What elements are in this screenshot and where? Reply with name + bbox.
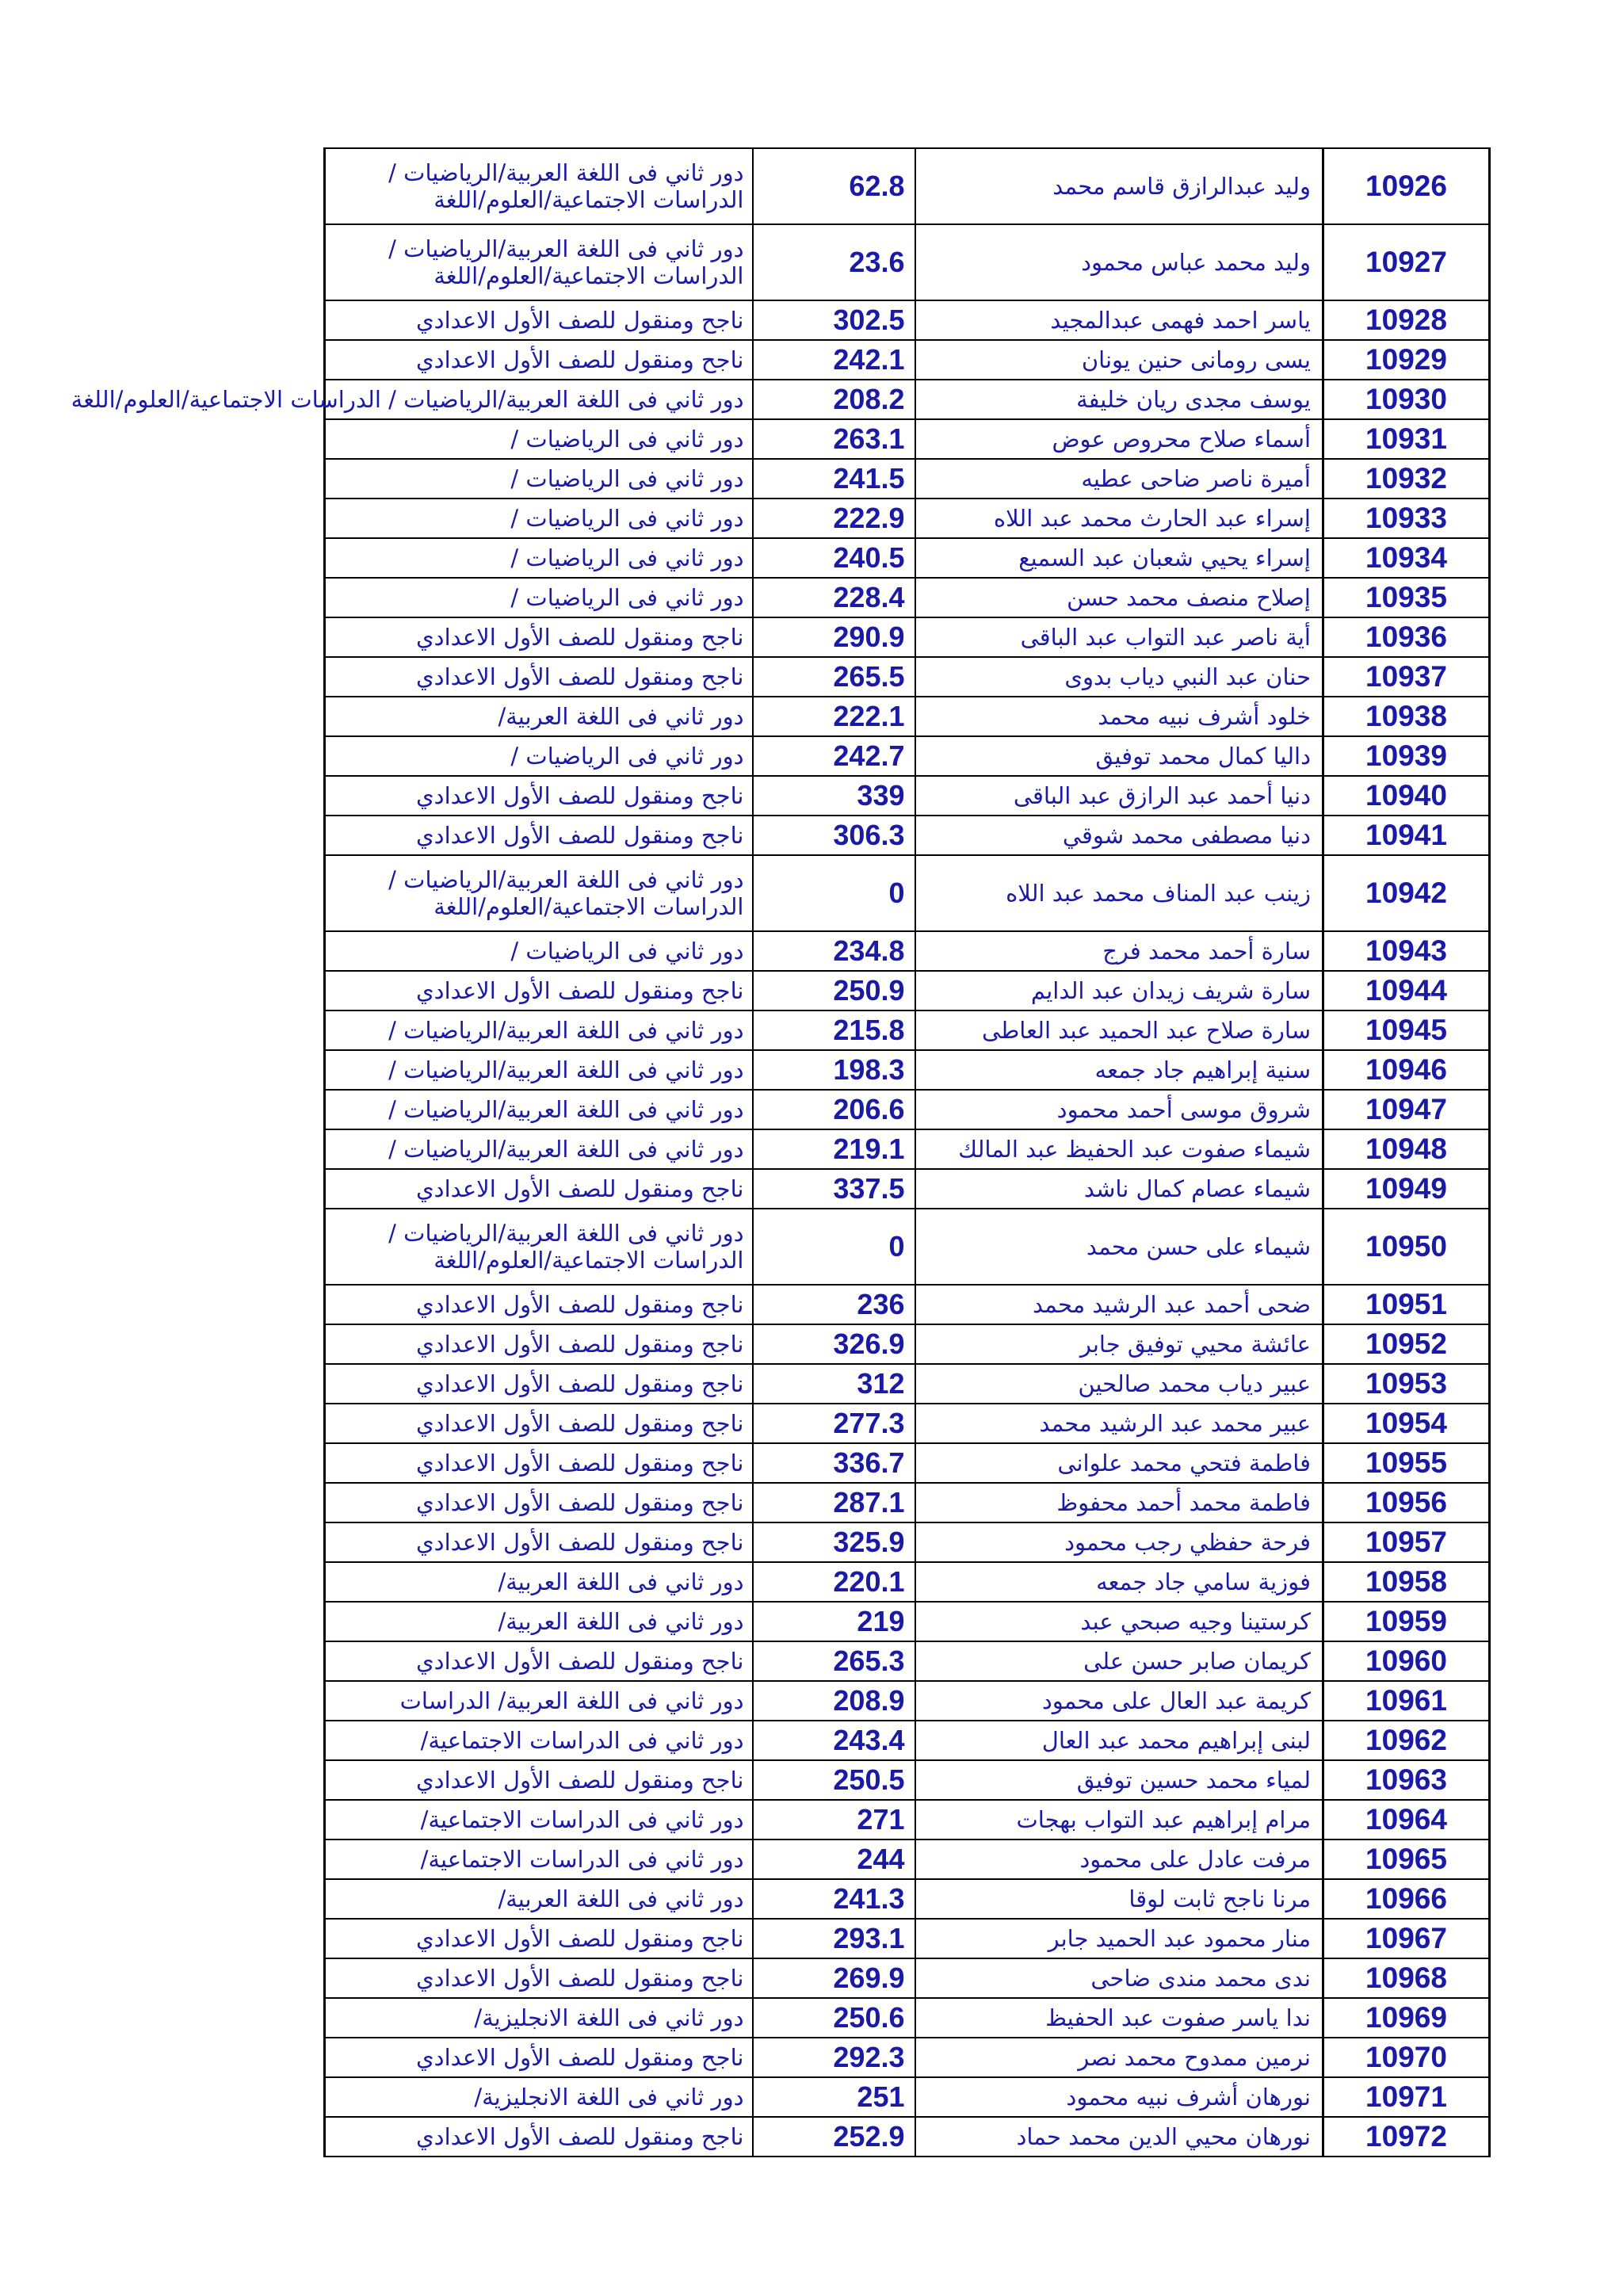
score-cell: 250.9: [753, 971, 915, 1010]
table-row: [325, 1404, 1490, 1443]
score-cell: 234.8: [753, 931, 915, 971]
seat-number-cell: 10966: [1323, 1879, 1490, 1919]
student-name-cell: سنية إبراهيم جاد جمعه: [915, 1050, 1323, 1090]
student-name-cell: حنان عبد النبي دياب بدوى: [915, 657, 1323, 697]
seat-number-cell: 10936: [1323, 617, 1490, 657]
seat-number-cell: 10947: [1323, 1090, 1490, 1129]
score-cell: 222.1: [753, 697, 915, 736]
table-row: [325, 1602, 1490, 1641]
status-cell: [325, 1050, 753, 1090]
seat-number-cell: 10934: [1323, 538, 1490, 578]
table-row: [325, 1760, 1490, 1800]
student-name-cell: ضحى أحمد عبد الرشيد محمد: [915, 1285, 1323, 1324]
score-cell: 271: [753, 1800, 915, 1839]
table-row: [325, 1681, 1490, 1721]
seat-number-cell: 10941: [1323, 816, 1490, 855]
table-row: [325, 776, 1490, 816]
status-cell: [325, 1169, 753, 1209]
seat-number-cell: 10959: [1323, 1602, 1490, 1641]
score-cell: 269.9: [753, 1958, 915, 1998]
seat-number-cell: 10971: [1323, 2077, 1490, 2117]
seat-number-cell: 10926: [1323, 148, 1490, 224]
student-name-cell: إسراء يحيي شعبان عبد السميع: [915, 538, 1323, 578]
seat-number-cell: 10972: [1323, 2117, 1490, 2157]
status-text: ناجح ومنقول للصف الأول الاعدادي: [415, 822, 744, 849]
seat-number-cell: 10927: [1323, 224, 1490, 300]
student-name-cell: منار محمود عبد الحميد جابر: [915, 1919, 1323, 1958]
score-cell: 250.5: [753, 1760, 915, 1800]
student-name-cell: ندا ياسر صفوت عبد الحفيظ: [915, 1998, 1323, 2038]
student-name-cell: أسماء صلاح محروص عوض: [915, 419, 1323, 459]
status-cell: [325, 736, 753, 776]
status-text: ناجح ومنقول للصف الأول الاعدادي: [415, 1767, 744, 1794]
student-name-cell: كريمة عبد العال على محمود: [915, 1681, 1323, 1721]
table-row: [325, 459, 1490, 499]
seat-number-cell: 10937: [1323, 657, 1490, 697]
status-text: دور ثاني فى الدراسات الاجتماعية/: [420, 1727, 744, 1754]
seat-number-cell: 10960: [1323, 1641, 1490, 1681]
status-text: ناجح ومنقول للصف الأول الاعدادي: [415, 1370, 744, 1397]
student-name-cell: يوسف مجدى ريان خليفة: [915, 380, 1323, 419]
student-name-cell: فاطمة محمد أحمد محفوظ: [915, 1483, 1323, 1522]
student-name-cell: أية ناصر عبد التواب عبد الباقى: [915, 617, 1323, 657]
status-text: دور ثاني فى اللغة العربية/: [498, 1885, 744, 1912]
status-cell: [325, 1010, 753, 1050]
score-cell: 198.3: [753, 1050, 915, 1090]
status-text: دور ثاني فى اللغة العربية/ الدراسات: [399, 1687, 744, 1714]
status-text: دور ثاني فى اللغة العربية/الرياضيات /: [388, 1096, 744, 1123]
student-name-cell: إسراء عبد الحارث محمد عبد اللاه: [915, 499, 1323, 538]
score-cell: 206.6: [753, 1090, 915, 1129]
student-name-cell: زينب عبد المناف محمد عبد اللاه: [915, 855, 1323, 931]
student-name-cell: عبير محمد عبد الرشيد محمد: [915, 1404, 1323, 1443]
score-cell: 337.5: [753, 1169, 915, 1209]
seat-number-cell: 10945: [1323, 1010, 1490, 1050]
table-row: [325, 1998, 1490, 2038]
status-cell: [325, 971, 753, 1010]
status-text: ناجح ومنقول للصف الأول الاعدادي: [415, 1965, 744, 1992]
status-cell: [325, 1721, 753, 1760]
status-cell: [325, 697, 753, 736]
status-cell: [325, 499, 753, 538]
status-cell: [325, 1364, 753, 1404]
score-cell: 0: [753, 855, 915, 931]
table-row: [325, 419, 1490, 459]
table-row: [325, 1641, 1490, 1681]
status-text: ناجح ومنقول للصف الأول الاعدادي: [415, 1489, 744, 1516]
student-name-cell: نرمين ممدوح محمد نصر: [915, 2038, 1323, 2077]
status-cell: [325, 1760, 753, 1800]
table-row: [325, 1721, 1490, 1760]
status-text: ناجح ومنقول للصف الأول الاعدادي: [415, 782, 744, 809]
table-row: [325, 1129, 1490, 1169]
score-cell: 0: [753, 1209, 915, 1285]
seat-number-cell: 10932: [1323, 459, 1490, 499]
seat-number-cell: 10962: [1323, 1721, 1490, 1760]
table-row: [325, 1324, 1490, 1364]
student-name-cell: كريمان صابر حسن على: [915, 1641, 1323, 1681]
seat-number-cell: 10956: [1323, 1483, 1490, 1522]
score-cell: 228.4: [753, 578, 915, 617]
table-row: [325, 1209, 1490, 1285]
score-cell: 208.9: [753, 1681, 915, 1721]
table-row: [325, 2117, 1490, 2157]
status-text: دور ثاني فى اللغة الانجليزية/: [474, 2084, 744, 2111]
score-cell: 251: [753, 2077, 915, 2117]
table-row: [325, 931, 1490, 971]
status-text: دور ثاني فى الدراسات الاجتماعية/: [420, 1846, 744, 1873]
seat-number-cell: 10957: [1323, 1522, 1490, 1562]
table-row: [325, 1562, 1490, 1602]
status-text: دور ثاني فى اللغة العربية/: [498, 703, 744, 730]
seat-number-cell: 10950: [1323, 1209, 1490, 1285]
seat-number-cell: 10970: [1323, 2038, 1490, 2077]
student-name-cell: دنيا مصطفى محمد شوقي: [915, 816, 1323, 855]
table-row: [325, 1958, 1490, 1998]
table-row: [325, 617, 1490, 657]
status-cell: [325, 2038, 753, 2077]
seat-number-cell: 10939: [1323, 736, 1490, 776]
status-cell: [325, 1958, 753, 1998]
table-row: [325, 1169, 1490, 1209]
table-row: [325, 1522, 1490, 1562]
seat-number-cell: 10949: [1323, 1169, 1490, 1209]
status-cell: [325, 1090, 753, 1129]
seat-number-cell: 10952: [1323, 1324, 1490, 1364]
results-table: [71, 147, 1491, 2157]
status-cell: [325, 2077, 753, 2117]
student-name-cell: شيماء صفوت عبد الحفيظ عبد المالك: [915, 1129, 1323, 1169]
status-text: ناجح ومنقول للصف الأول الاعدادي: [415, 977, 744, 1004]
seat-number-cell: 10930: [1323, 380, 1490, 419]
status-text: ناجح ومنقول للصف الأول الاعدادي: [415, 1175, 744, 1202]
status-cell: [325, 1285, 753, 1324]
status-text: دور ثاني فى الرياضيات /: [510, 743, 744, 770]
student-name-cell: سارة صلاح عبد الحميد عبد العاطى: [915, 1010, 1323, 1050]
student-name-cell: شيماء على حسن محمد: [915, 1209, 1323, 1285]
table-row: [325, 1800, 1490, 1839]
score-cell: 242.7: [753, 736, 915, 776]
status-cell: [325, 1209, 753, 1285]
status-cell: [325, 1522, 753, 1562]
seat-number-cell: 10946: [1323, 1050, 1490, 1090]
status-cell: [325, 1602, 753, 1641]
status-text: ناجح ومنقول للصف الأول الاعدادي: [415, 1925, 744, 1952]
score-cell: 243.4: [753, 1721, 915, 1760]
status-cell: [325, 1800, 753, 1839]
student-name-cell: سارة أحمد محمد فرج: [915, 931, 1323, 971]
table-row: [325, 1443, 1490, 1483]
status-cell: [325, 1879, 753, 1919]
table-row: [325, 148, 1490, 224]
seat-number-cell: 10953: [1323, 1364, 1490, 1404]
table-row: [325, 1879, 1490, 1919]
seat-number-cell: 10954: [1323, 1404, 1490, 1443]
status-cell: [71, 380, 753, 419]
status-text: دور ثاني فى الرياضيات /: [510, 465, 744, 492]
status-text: دور ثاني فى اللغة العربية/الرياضيات / الدراسات الاجتماعية/العلوم/اللغة: [388, 235, 744, 289]
table-row: [325, 380, 1490, 419]
score-cell: 240.5: [753, 538, 915, 578]
status-cell: [325, 931, 753, 971]
status-text: دور ثاني فى اللغة العربية/الرياضيات / الدراسات الاجتماعية/العلوم/اللغة: [71, 386, 744, 413]
table-row: [325, 971, 1490, 1010]
seat-number-cell: 10951: [1323, 1285, 1490, 1324]
student-name-cell: نورهان أشرف نبيه محمود: [915, 2077, 1323, 2117]
score-cell: 208.2: [753, 380, 915, 419]
table-row: [325, 697, 1490, 736]
score-cell: 290.9: [753, 617, 915, 657]
status-text: دور ثاني فى اللغة العربية/الرياضيات /: [388, 1136, 744, 1163]
status-text: ناجح ومنقول للصف الأول الاعدادي: [415, 1410, 744, 1437]
score-cell: 265.3: [753, 1641, 915, 1681]
score-cell: 312: [753, 1364, 915, 1404]
score-cell: 302.5: [753, 300, 915, 340]
seat-number-cell: 10944: [1323, 971, 1490, 1010]
student-name-cell: إصلاح منصف محمد حسن: [915, 578, 1323, 617]
score-cell: 220.1: [753, 1562, 915, 1602]
student-name-cell: وليد محمد عباس محمود: [915, 224, 1323, 300]
seat-number-cell: 10955: [1323, 1443, 1490, 1483]
seat-number-cell: 10931: [1323, 419, 1490, 459]
student-name-cell: سارة شريف زيدان عبد الدايم: [915, 971, 1323, 1010]
student-name-cell: داليا كمال محمد توفيق: [915, 736, 1323, 776]
status-cell: [325, 1998, 753, 2038]
student-name-cell: فوزية سامي جاد جمعه: [915, 1562, 1323, 1602]
table-row: [325, 1919, 1490, 1958]
table-row: [325, 1285, 1490, 1324]
table-row: [325, 816, 1490, 855]
status-text: دور ثاني فى الرياضيات /: [510, 544, 744, 571]
table-row: [325, 2077, 1490, 2117]
status-text: ناجح ومنقول للصف الأول الاعدادي: [415, 1648, 744, 1675]
status-text: دور ثاني فى الرياضيات /: [510, 505, 744, 532]
student-name-cell: ياسر احمد فهمى عبدالمجيد: [915, 300, 1323, 340]
status-text: ناجح ومنقول للصف الأول الاعدادي: [415, 1450, 744, 1477]
score-cell: 241.5: [753, 459, 915, 499]
seat-number-cell: 10938: [1323, 697, 1490, 736]
score-cell: 250.6: [753, 1998, 915, 2038]
status-text: دور ثاني فى الرياضيات /: [510, 426, 744, 453]
seat-number-cell: 10928: [1323, 300, 1490, 340]
status-cell: [325, 1443, 753, 1483]
results-body: [71, 148, 1490, 2157]
status-cell: [325, 2117, 753, 2157]
seat-number-cell: 10969: [1323, 1998, 1490, 2038]
student-name-cell: كرستينا وجيه صبحي عبد: [915, 1602, 1323, 1641]
table-row: [325, 1050, 1490, 1090]
status-cell: [325, 340, 753, 380]
student-name-cell: مرام إبراهيم عبد التواب بهجات: [915, 1800, 1323, 1839]
score-cell: 222.9: [753, 499, 915, 538]
score-cell: 336.7: [753, 1443, 915, 1483]
student-name-cell: يسى رومانى حنين يونان: [915, 340, 1323, 380]
status-text: دور ثاني فى الدراسات الاجتماعية/: [420, 1806, 744, 1833]
student-name-cell: شيماء عصام كمال ناشد: [915, 1169, 1323, 1209]
status-cell: [325, 657, 753, 697]
status-cell: [325, 1483, 753, 1522]
status-cell: [325, 148, 753, 224]
student-name-cell: نورهان محيي الدين محمد حماد: [915, 2117, 1323, 2157]
status-text: ناجح ومنقول للصف الأول الاعدادي: [415, 2044, 744, 2071]
status-cell: [325, 224, 753, 300]
seat-number-cell: 10968: [1323, 1958, 1490, 1998]
status-cell: [325, 1681, 753, 1721]
status-cell: [325, 578, 753, 617]
status-text: ناجح ومنقول للصف الأول الاعدادي: [415, 1529, 744, 1556]
seat-number-cell: 10964: [1323, 1800, 1490, 1839]
status-text: دور ثاني فى اللغة العربية/: [498, 1568, 744, 1595]
student-name-cell: دنيا أحمد عبد الرازق عبد الباقى: [915, 776, 1323, 816]
status-cell: [325, 1562, 753, 1602]
status-text: دور ثاني فى اللغة العربية/الرياضيات / الدراسات الاجتماعية/العلوم/اللغة: [388, 866, 744, 920]
table-row: [325, 1010, 1490, 1050]
student-name-cell: فرحة حفظي رجب محمود: [915, 1522, 1323, 1562]
status-cell: [325, 1129, 753, 1169]
status-text: دور ثاني فى اللغة الانجليزية/: [474, 2004, 744, 2031]
table-row: [325, 340, 1490, 380]
score-cell: 242.1: [753, 340, 915, 380]
seat-number-cell: 10961: [1323, 1681, 1490, 1721]
student-name-cell: لمياء محمد حسين توفيق: [915, 1760, 1323, 1800]
table-row: [325, 538, 1490, 578]
student-name-cell: وليد عبدالرازق قاسم محمد: [915, 148, 1323, 224]
student-name-cell: عائشة محيي توفيق جابر: [915, 1324, 1323, 1364]
status-text: ناجح ومنقول للصف الأول الاعدادي: [415, 346, 744, 373]
seat-number-cell: 10958: [1323, 1562, 1490, 1602]
score-cell: 236: [753, 1285, 915, 1324]
score-cell: 219: [753, 1602, 915, 1641]
student-name-cell: لبنى إبراهيم محمد عبد العال: [915, 1721, 1323, 1760]
score-cell: 277.3: [753, 1404, 915, 1443]
table-row: [325, 499, 1490, 538]
seat-number-cell: 10948: [1323, 1129, 1490, 1169]
table-row: [325, 2038, 1490, 2077]
seat-number-cell: 10967: [1323, 1919, 1490, 1958]
seat-number-cell: 10942: [1323, 855, 1490, 931]
student-name-cell: مرفت عادل على محمود: [915, 1839, 1323, 1879]
student-name-cell: أميرة ناصر ضاحى عطيه: [915, 459, 1323, 499]
table-row: [325, 1483, 1490, 1522]
status-cell: [325, 459, 753, 499]
score-cell: 23.6: [753, 224, 915, 300]
score-cell: 263.1: [753, 419, 915, 459]
score-cell: 244: [753, 1839, 915, 1879]
status-text: ناجح ومنقول للصف الأول الاعدادي: [415, 1331, 744, 1358]
score-cell: 287.1: [753, 1483, 915, 1522]
status-text: ناجح ومنقول للصف الأول الاعدادي: [415, 2123, 744, 2150]
status-cell: [325, 1919, 753, 1958]
status-cell: [325, 617, 753, 657]
status-cell: [325, 300, 753, 340]
status-text: ناجح ومنقول للصف الأول الاعدادي: [415, 1291, 744, 1318]
status-text: دور ثاني فى الرياضيات /: [510, 584, 744, 611]
seat-number-cell: 10943: [1323, 931, 1490, 971]
table-row: [325, 1364, 1490, 1404]
score-cell: 339: [753, 776, 915, 816]
status-cell: [325, 855, 753, 931]
score-cell: 292.3: [753, 2038, 915, 2077]
score-cell: 215.8: [753, 1010, 915, 1050]
score-cell: 265.5: [753, 657, 915, 697]
table-row: [325, 855, 1490, 931]
status-cell: [325, 1641, 753, 1681]
status-cell: [325, 419, 753, 459]
score-cell: 293.1: [753, 1919, 915, 1958]
table-row: [325, 736, 1490, 776]
seat-number-cell: 10940: [1323, 776, 1490, 816]
student-name-cell: فاطمة فتحي محمد علوانى: [915, 1443, 1323, 1483]
status-text: دور ثاني فى اللغة العربية/الرياضيات /: [388, 1017, 744, 1044]
table-row: [325, 657, 1490, 697]
status-text: دور ثاني فى اللغة العربية/الرياضيات /: [388, 1056, 744, 1083]
status-text: ناجح ومنقول للصف الأول الاعدادي: [415, 307, 744, 334]
status-text: ناجح ومنقول للصف الأول الاعدادي: [415, 624, 744, 651]
student-name-cell: مرنا ناجح ثابت لوقا: [915, 1879, 1323, 1919]
seat-number-cell: 10935: [1323, 578, 1490, 617]
table-row: [325, 1839, 1490, 1879]
status-text: دور ثاني فى اللغة العربية/الرياضيات / الدراسات الاجتماعية/العلوم/اللغة: [388, 1220, 744, 1274]
student-name-cell: خلود أشرف نبيه محمد: [915, 697, 1323, 736]
table-row: [325, 1090, 1490, 1129]
seat-number-cell: 10965: [1323, 1839, 1490, 1879]
status-text: دور ثاني فى اللغة العربية/: [498, 1608, 744, 1635]
seat-number-cell: 10933: [1323, 499, 1490, 538]
table-row: [325, 300, 1490, 340]
status-cell: [325, 816, 753, 855]
status-cell: [325, 776, 753, 816]
status-cell: [325, 538, 753, 578]
table-row: [325, 224, 1490, 300]
status-text: دور ثاني فى اللغة العربية/الرياضيات / الدراسات الاجتماعية/العلوم/اللغة: [388, 159, 744, 213]
student-name-cell: شروق موسى أحمد محمود: [915, 1090, 1323, 1129]
status-cell: [325, 1324, 753, 1364]
score-cell: 62.8: [753, 148, 915, 224]
status-cell: [325, 1839, 753, 1879]
seat-number-cell: 10963: [1323, 1760, 1490, 1800]
score-cell: 325.9: [753, 1522, 915, 1562]
student-name-cell: عبير دياب محمد صالحين: [915, 1364, 1323, 1404]
student-name-cell: ندى محمد مندى ضاحى: [915, 1958, 1323, 1998]
seat-number-cell: 10929: [1323, 340, 1490, 380]
status-text: دور ثاني فى الرياضيات /: [510, 938, 744, 965]
score-cell: 241.3: [753, 1879, 915, 1919]
score-cell: 326.9: [753, 1324, 915, 1364]
table-row: [325, 578, 1490, 617]
score-cell: 219.1: [753, 1129, 915, 1169]
status-cell: [325, 1404, 753, 1443]
score-cell: 252.9: [753, 2117, 915, 2157]
score-cell: 306.3: [753, 816, 915, 855]
status-text: ناجح ومنقول للصف الأول الاعدادي: [415, 663, 744, 690]
